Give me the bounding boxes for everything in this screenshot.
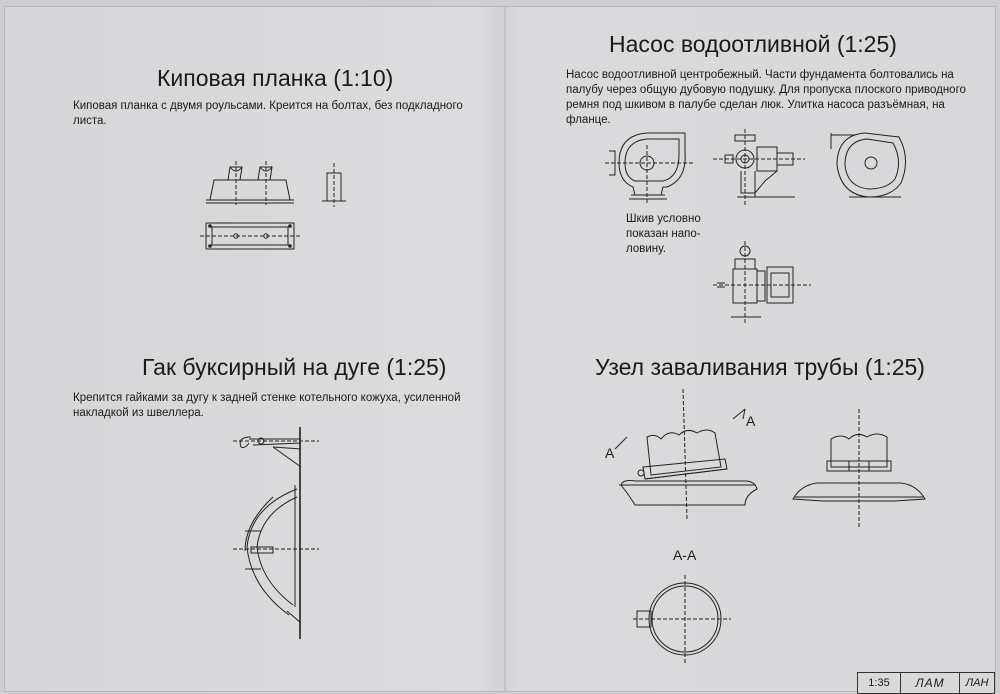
gak-drawing	[233, 427, 333, 642]
page-number: 1:35	[858, 673, 901, 693]
nasos-note-line2: показан напо-	[626, 228, 701, 240]
section-aa-drawing	[633, 575, 733, 665]
gak-description: Крепится гайками за дугу к задней стенке котельного кожуха, усиленной накладкой из швеллера.	[73, 392, 461, 419]
album-page	[4, 6, 996, 692]
title-block	[857, 672, 995, 694]
uzel-title: Узел заваливания трубы (1:25)	[595, 354, 925, 380]
publisher-logo: ЛАМ	[901, 673, 960, 693]
nasos-note-line3: ловину.	[626, 243, 666, 255]
page-fold	[504, 7, 506, 691]
kipovaya-drawing	[200, 155, 360, 255]
nasos-title: Насос водоотливной (1:25)	[609, 31, 897, 57]
publisher-logo-small: ЛАН	[965, 677, 989, 689]
gak-title: Гак буксирный на дуге (1:25)	[142, 354, 447, 380]
section-mark-a-left: A	[605, 445, 615, 461]
nasos-drawing	[605, 125, 925, 325]
kipovaya-description: Киповая планка с двумя роульсами. Креится на болтах, без подкладного листа.	[73, 100, 463, 127]
section-mark-a-right: A	[746, 413, 756, 429]
section-aa-label: A-A	[673, 547, 697, 563]
nasos-description: Насос водоотливной центробежный. Части фундамента болтовались на палубу через общую дубовую подушку. Для пропуска плоского приводного ремня под шкивом в палубе сделан люк. Улитка насоса разъёмная, на фланце.	[566, 69, 966, 126]
uzel-drawing	[595, 389, 935, 529]
kipovaya-title: Киповая планка (1:10)	[157, 65, 394, 91]
nasos-note-line1: Шкив условно	[626, 213, 701, 225]
